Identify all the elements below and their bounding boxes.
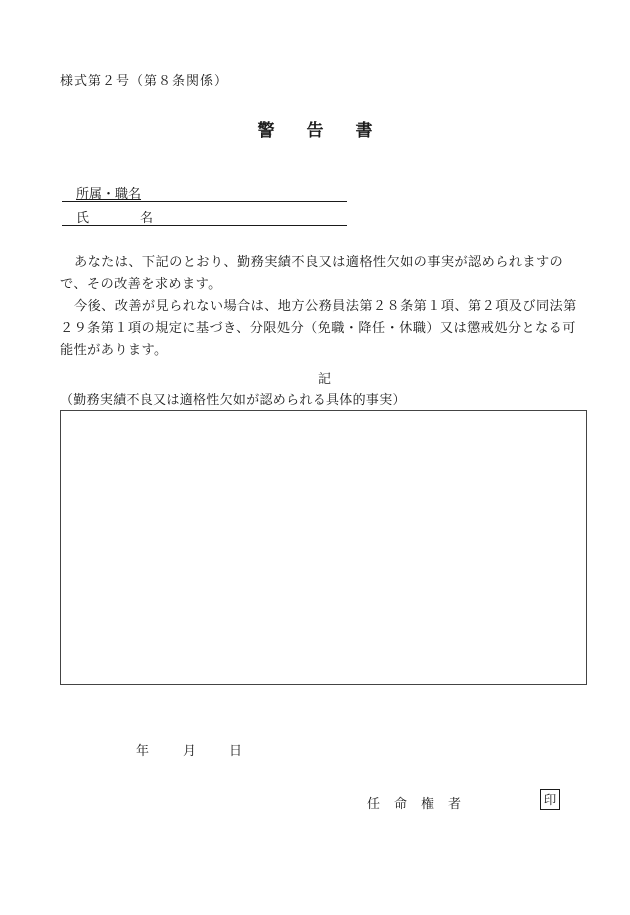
date-year: 年	[136, 744, 150, 759]
appointer-char: 者	[448, 797, 462, 812]
date-day: 日	[229, 744, 243, 759]
appointer-char: 命	[394, 797, 408, 812]
paragraph-warning: 今後、改善が見られない場合は、地方公務員法第２８条第１項、第２項及び同法第２９条第１項の規定に基づき、分限処分（免職・降任・休職）又は懲戒処分となる可能性があります。	[60, 299, 577, 358]
paragraph-notice: あなたは、下記のとおり、勤務実績不良又は適格性欠如の事実が認められますので、その改善を求めます。	[60, 255, 564, 292]
seal-box: 印	[540, 789, 560, 810]
facts-box-heading: （勤務実績不良又は適格性欠如が認められる具体的事実）	[60, 393, 406, 408]
appointer-char: 任	[367, 797, 381, 812]
ki-heading: 記	[318, 372, 332, 387]
title-char: 警	[257, 121, 275, 141]
title-char: 書	[355, 121, 373, 141]
affiliation-label: 所属・職名	[76, 187, 142, 202]
name-label-char: 名	[140, 211, 154, 226]
facts-textbox[interactable]	[60, 410, 587, 685]
title-char: 告	[306, 121, 324, 141]
date-month: 月	[183, 744, 197, 759]
body-text	[60, 252, 588, 362]
appointing-authority-label	[367, 793, 475, 812]
name-field[interactable]	[62, 207, 347, 226]
document-title	[0, 116, 630, 141]
name-label-char: 氏	[76, 211, 90, 226]
form-number: 様式第２号（第８条関係）	[60, 74, 229, 89]
affiliation-field[interactable]	[62, 183, 347, 202]
name-label	[76, 207, 160, 226]
appointer-char: 権	[421, 797, 435, 812]
